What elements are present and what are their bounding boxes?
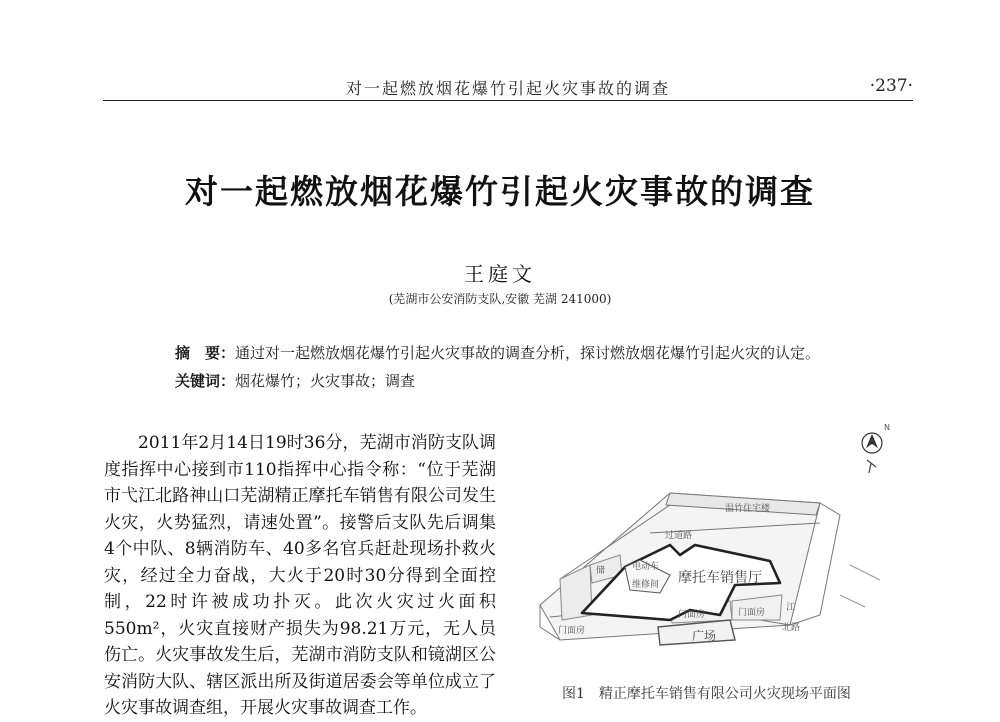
keywords-text: 烟花爆竹；火灾事故；调查 bbox=[235, 372, 416, 390]
label-repair: 维修间 bbox=[632, 580, 660, 590]
label-shop-door-3: 门面房 bbox=[738, 608, 766, 618]
author: 王庭文 bbox=[464, 262, 536, 286]
site-plan-drawing bbox=[520, 415, 920, 692]
keywords bbox=[175, 370, 905, 391]
body-paragraph: 2011年2月14日19时36分，芜湖市消防支队调度指挥中心接到市110指挥中心指令称：“位于芜湖市弋江北路神山口芜湖精正摩托车销售有限公司发生火灾，火势猛烈，请速处置”。接警后支队先后调集4个中队、8辆消防车、40多名官兵赶赴现场扑救火灾，经过全力奋战，大火于20时30分得到全面控制，22时许被成功扑灭。此次火灾过火面积550m²，火灾直接财产损失为98.21万元，无人员伤亡。火灾事故发生后，芜湖市消防支队和镜湖区公安消防大队、辖区派出所及街道居委会等单位成立了火灾事故调查组，开展火灾事故调查工作。 bbox=[104, 433, 496, 718]
label-square: 广场 bbox=[692, 629, 717, 643]
label-left-road: 过道路 bbox=[665, 531, 693, 541]
label-scooter: 电动车 bbox=[632, 562, 660, 572]
label-storage: 储 bbox=[596, 566, 606, 576]
affiliation: (芜湖市公安消防支队,安徽 芜湖 241000) bbox=[388, 292, 612, 306]
abstract-text: 通过对一起燃放烟花爆竹引起火灾事故的调查分析，探讨燃放烟花爆竹引起火灾的认定。 bbox=[235, 344, 821, 362]
label-road-right-2: 江 bbox=[786, 603, 796, 613]
running-title: 对一起燃放烟花爆竹引起火灾事故的调查 bbox=[345, 79, 670, 98]
figure-caption: 图1 精正摩托车销售有限公司火灾现场平面图 bbox=[562, 686, 851, 702]
keywords-label: 关键词： bbox=[175, 372, 236, 390]
abstract bbox=[175, 342, 905, 363]
site-plan-figure bbox=[520, 415, 920, 702]
label-road-right: 北路 bbox=[782, 623, 801, 633]
compass-icon bbox=[862, 433, 882, 473]
label-shop-door-1: 门面房 bbox=[558, 626, 586, 636]
label-shop-door-2: 门面房 bbox=[678, 610, 706, 620]
article-title: 对一起燃放烟花爆竹引起火灾事故的调查 bbox=[185, 172, 815, 211]
compass-letter: N bbox=[884, 423, 890, 432]
running-header bbox=[103, 72, 913, 101]
page-number: ·237· bbox=[869, 76, 913, 96]
abstract-label: 摘 要： bbox=[175, 344, 236, 362]
label-sales-hall: 摩托车销售厅 bbox=[678, 570, 762, 586]
label-top-building: 温竹住宅楼 bbox=[725, 504, 771, 514]
